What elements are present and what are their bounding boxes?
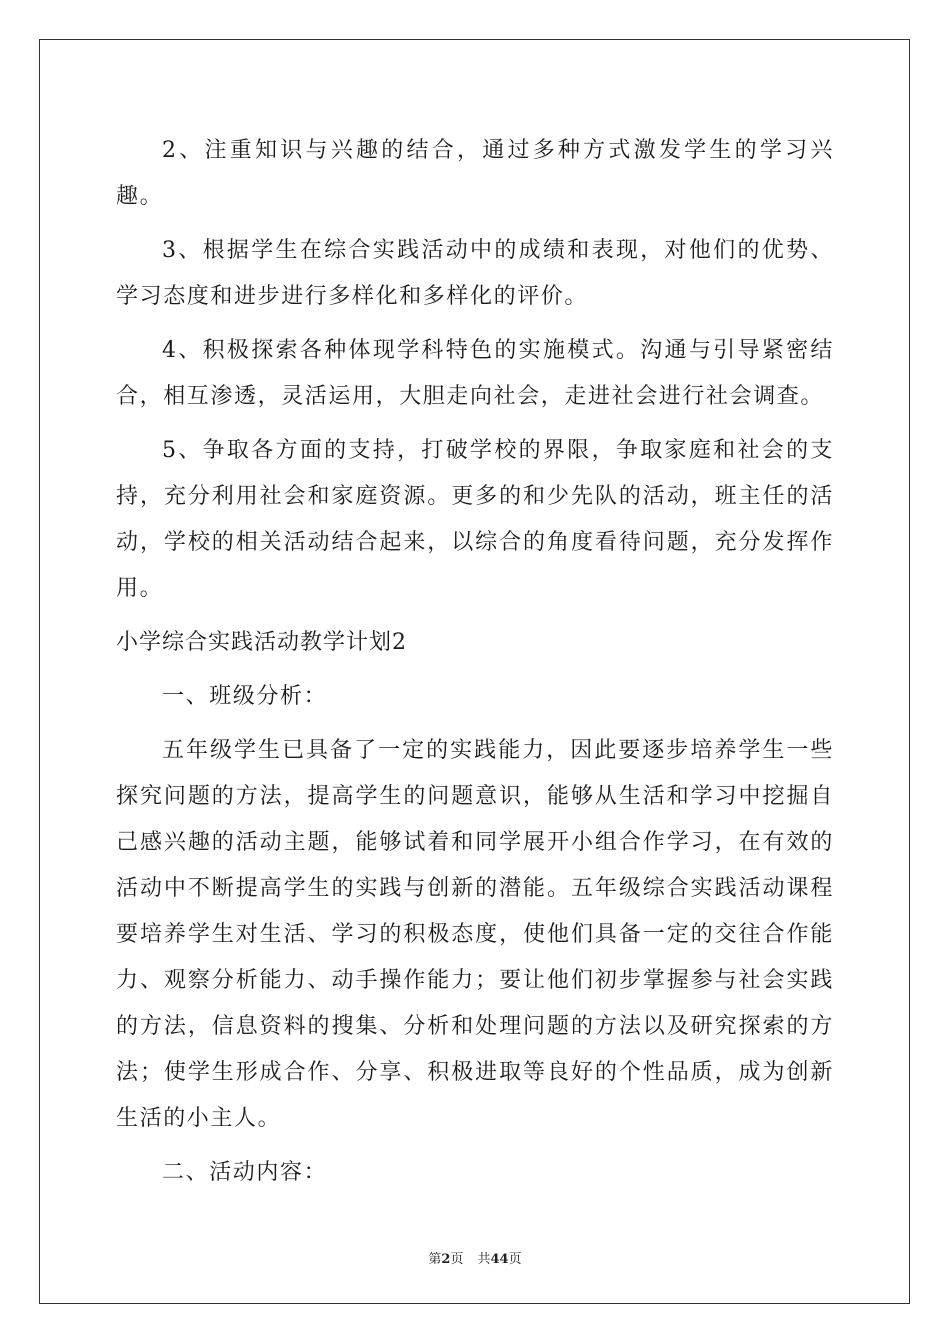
paragraph-item-4: 4、积极探索各种体现学科特色的实施模式。沟通与引导紧密结合，相互渗透，灵活运用，大胆走向社会，走进社会进行社会调查。 bbox=[116, 338, 834, 409]
total-prefix: 共 bbox=[477, 1252, 491, 1267]
paragraph-item-3: 3、根据学生在综合实践活动中的成绩和表现，对他们的优势、学习态度和进步进行多样化和多样化的评价。 bbox=[116, 238, 834, 309]
page-prefix: 第 bbox=[428, 1252, 442, 1267]
page-footer bbox=[0, 1248, 950, 1267]
page-suffix: 页 bbox=[450, 1252, 464, 1267]
page-number: 2 bbox=[441, 1252, 451, 1267]
section1-body: 五年级学生已具备了一定的实践能力，因此要逐步培养学生一些探究问题的方法，提高学生的问题意识，能够从生活和学习中挖掘自己感兴趣的活动主题，能够试着和同学展开小组合作学习，在有效的活动中不断提高学生的实践与创新的潜能。五年级综合实践活动课程要培养学生对生活、学习的积极态度，使他们具备一定的交往合作能力、观察分析能力、动手操作能力；要让他们初步掌握参与社会实践的方法，信息资料的搜集、分析和处理问题的方法以及研究探索的方法；使学生形成合作、分享、积极进取等良好的个性品质，成为创新生活的小主人。 bbox=[116, 738, 834, 1131]
section1-heading: 一、班级分析： bbox=[162, 684, 328, 709]
paragraph-item-2: 2、注重知识与兴趣的结合，通过多种方式激发学生的学习兴趣。 bbox=[116, 138, 834, 209]
section-title: 小学综合实践活动教学计划2 bbox=[116, 630, 407, 655]
total-pages: 44 bbox=[490, 1252, 509, 1267]
paragraph-item-5: 5、争取各方面的支持，打破学校的界限，争取家庭和社会的支持，充分利用社会和家庭资源。更多的和少先队的活动，班主任的活动，学校的相关活动结合起来，以综合的角度看待问题，充分发挥作用。 bbox=[116, 438, 834, 601]
total-suffix: 页 bbox=[508, 1252, 522, 1267]
document-body bbox=[116, 128, 834, 1196]
section2-heading: 二、活动内容： bbox=[162, 1160, 328, 1185]
